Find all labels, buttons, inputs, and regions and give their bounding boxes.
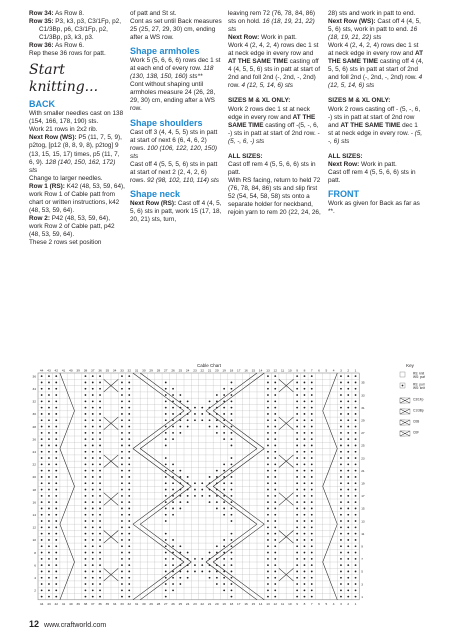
svg-text:18: 18 [32,487,36,492]
svg-text:26: 26 [171,368,175,373]
svg-text:6: 6 [318,368,320,373]
back-next-row: Next Row (WS): P5 (11, 7, 5, 9), p2tog, [p12 (8, 8, 9, 8), p2tog] 9 (13, 15, 15, 17) times, p5 (11, 7, 6, 9). 128 (140, 150, 162, 172) sts [29,134,122,174]
svg-text:15: 15 [361,506,365,511]
svg-text:23: 23 [193,601,197,606]
svg-text:25: 25 [361,443,365,448]
svg-text:33: 33 [361,393,365,398]
svg-text:15: 15 [251,601,256,606]
svg-text:15: 15 [251,368,256,373]
svg-text:1: 1 [361,594,363,599]
svg-text:27: 27 [164,368,168,373]
page-footer [29,620,106,630]
svg-text:2: 2 [347,368,350,373]
svg-text:32: 32 [127,601,131,606]
svg-text:22: 22 [32,462,36,467]
key-label: C6F [413,430,420,435]
col3-cast-off: Cast off rem 4 (5, 5, 6, 6) sts in patt. [228,160,316,176]
svg-text:20: 20 [215,368,219,373]
svg-text:20: 20 [215,601,219,606]
svg-text:23: 23 [193,368,197,373]
svg-text:18: 18 [229,601,234,606]
svg-text:32: 32 [32,399,36,404]
svg-text:28: 28 [32,424,36,429]
chart-grid [33,369,365,606]
svg-text:17: 17 [237,368,241,373]
svg-text:36: 36 [32,374,36,379]
svg-text:39: 39 [76,601,80,606]
svg-text:13: 13 [266,601,270,606]
col4-sizes-text: Work 2 rows casting off - (5, -, 6, -) sts in patt at start of 2nd row and AT THE SAME TIME dec 1 st at neck edge in every row. - (5, -, 6) sts [328,105,423,145]
svg-text:41: 41 [61,368,66,373]
svg-text:10: 10 [32,538,36,543]
svg-text:28: 28 [156,601,161,606]
svg-text:4: 4 [332,368,335,373]
svg-text:38: 38 [83,368,88,373]
svg-text:4: 4 [332,601,335,606]
svg-text:33: 33 [120,368,124,373]
svg-text:9: 9 [296,601,299,606]
svg-text:42: 42 [54,601,58,606]
svg-text:7: 7 [361,557,363,562]
svg-text:26: 26 [171,601,175,606]
svg-text:22: 22 [200,601,204,606]
svg-text:12: 12 [273,601,277,606]
sizes-m-xl-heading: SIZES M & XL ONLY: [228,97,291,105]
svg-text:17: 17 [237,601,241,606]
col3-dec-rows: Work 4 (2, 4, 2, 4) rows dec 1 st at neck edge in every row and AT THE SAME TIME casting off 4 (4, 5, 5, 6) sts in patt at start of 2nd and foll 2nd (-, 2nd, -, 2nd) row. 4 (12, 5, 14, 6) sts [228,42,320,90]
svg-text:9: 9 [361,544,363,549]
key-label: RS: purl [413,382,425,387]
svg-text:40: 40 [69,368,73,373]
svg-text:30: 30 [142,368,146,373]
repeat-note: Rep these 36 rows for patt. [29,50,106,58]
svg-text:10: 10 [288,368,292,373]
key-label-ws: WS: knit [413,386,425,390]
svg-text:3: 3 [340,368,342,373]
svg-text:26: 26 [32,437,36,442]
svg-text:8: 8 [303,601,306,606]
svg-text:7: 7 [310,601,313,606]
svg-text:6: 6 [318,601,320,606]
patt-st-st: of patt and St st. [130,10,177,17]
col4-next-row: Next Row (WS): Cast off 4 (4, 5, 5, 6) sts, work in patt to end. 16 (18, 19, 21, 22) sts [328,18,421,42]
svg-text:29: 29 [361,418,365,423]
svg-text:34: 34 [112,368,117,373]
row-34: Row 34: As Row 8. [29,10,85,17]
key-title: Key [406,363,414,368]
row-2: Row 2: P42 (48, 53, 59, 64), work Row 2 of Cable patt, p42 (48, 53, 59, 64). [29,214,115,238]
start-knitting-heading: Start knitting... [29,62,99,96]
col3-next-row: Next Row: Work in patt. [228,34,297,42]
svg-text:44: 44 [39,368,44,373]
svg-text:43: 43 [47,368,51,373]
svg-text:14: 14 [258,368,263,373]
svg-text:2: 2 [347,601,350,606]
neck-next-row: Next Row (RS): Cast off 4 (4, 5, 5, 6) sts in patt, work 15 (17, 18, 20, 21) sts, turn, [130,199,222,223]
svg-text:3: 3 [361,582,363,587]
all-sizes-heading: ALL SIZES: [228,152,263,160]
svg-text:24: 24 [185,601,190,606]
svg-text:13: 13 [266,368,270,373]
svg-text:36: 36 [98,368,102,373]
svg-text:36: 36 [98,601,102,606]
back-heading: BACK [29,99,55,110]
svg-text:27: 27 [361,431,365,436]
svg-text:31: 31 [134,368,139,373]
col4-cast-off: Cast off rem 4 (5, 5, 6, 6) sts in patt. [328,168,416,184]
svg-text:42: 42 [54,368,58,373]
svg-text:35: 35 [105,601,110,606]
svg-text:41: 41 [61,601,66,606]
svg-text:13: 13 [361,519,365,524]
svg-text:30: 30 [32,412,36,417]
svg-text:29: 29 [149,601,153,606]
svg-text:14: 14 [258,601,263,606]
col4-all-sizes-heading: ALL SIZES: [328,152,363,160]
svg-text:10: 10 [288,601,292,606]
col4-sizes-heading: SIZES M & XL ONLY: [328,97,391,105]
svg-text:19: 19 [361,481,365,486]
svg-text:12: 12 [32,525,36,530]
svg-text:32: 32 [127,368,131,373]
svg-text:30: 30 [142,601,146,606]
held-sts: leaving rem 72 (76, 78, 84, 86) sts on hold. 16 (18, 19, 21, 22) sts [228,10,316,34]
svg-text:11: 11 [280,368,285,373]
svg-text:3: 3 [340,601,342,606]
svg-text:39: 39 [76,368,80,373]
svg-text:25: 25 [178,601,183,606]
row-36: Row 36: As Row 6. [29,42,85,50]
svg-text:34: 34 [112,601,117,606]
svg-text:23: 23 [361,456,365,461]
col4-work-to-end: 28) sts and work in patt to end. [328,10,416,17]
svg-text:8: 8 [303,368,306,373]
key-label: RS: knit [413,371,425,376]
svg-text:5: 5 [325,368,328,373]
svg-text:11: 11 [280,601,285,606]
col3-sizes-text: Work 2 rows dec 1 st at neck edge in every row and AT THE SAME TIME casting off -(5, -, 6, -) sts in patt at start of 2nd row. - (5, -, 6, -) sts [228,105,320,145]
svg-text:44: 44 [39,601,44,606]
shape-shoulders-heading: Shape shoulders [130,117,203,128]
armholes-text: Work 5 (5, 6, 6, 6) rows dec 1 st at each end of every row. 118 (130, 138, 150, 160) sts** [130,57,221,81]
shape-armholes-heading: Shape armholes [130,46,200,57]
col4-next-row-2: Next Row: Work in patt. [328,160,397,168]
svg-text:18: 18 [229,368,234,373]
svg-text:29: 29 [149,368,153,373]
key-label: C1/3Bp [413,408,424,413]
column-4 [328,10,424,216]
svg-text:37: 37 [91,601,95,606]
column-3 [228,10,322,217]
back-rib: Work 21 rows in 2x2 rib. [29,126,98,134]
svg-text:25: 25 [178,368,183,373]
svg-text:12: 12 [273,368,277,373]
svg-text:19: 19 [222,601,226,606]
svg-text:38: 38 [83,601,88,606]
svg-text:11: 11 [361,531,365,536]
armholes-cont: Cont without shaping until armholes measure 24 (26, 28, 29, 30) cm, ending after a WS row. [130,81,216,113]
svg-text:8: 8 [34,550,36,555]
svg-text:16: 16 [32,500,36,505]
svg-text:7: 7 [310,368,313,373]
cont-as-set: Cont as set until Back measures 25 (25, 27, 29, 30) cm, ending after a WS row. [130,18,222,42]
svg-text:37: 37 [91,368,95,373]
svg-text:19: 19 [222,368,226,373]
svg-text:24: 24 [185,368,190,373]
svg-text:2: 2 [34,588,36,593]
svg-text:9: 9 [296,368,299,373]
svg-text:20: 20 [32,475,36,480]
col4-dec-rows: Work 4 (2, 4, 2, 4) rows dec 1 st at neck edge in every row and AT THE SAME TIME casting off 4 (4, 5, 5, 6) sts in patt at start of 2nd and foll 2nd (-, 2nd, -, 2nd) row. 4 (12, 5, 14, 6) sts [328,42,424,90]
cable-chart [29,360,427,612]
row-35: Row 35: P3, k3, p3, C3/1Fp, p2, C1/3Bp, p6, C3/1Fp, p2, C1/3Bp, p3, k3, p3. [29,18,122,42]
front-heading: FRONT [328,188,359,199]
svg-text:35: 35 [105,368,110,373]
key-label-ws: WS: purl [413,375,426,379]
svg-text:14: 14 [32,512,36,517]
svg-text:28: 28 [156,368,161,373]
svg-text:6: 6 [34,563,36,568]
svg-text:16: 16 [244,368,248,373]
svg-text:21: 21 [361,468,365,473]
shape-neck-heading: Shape neck [130,188,181,199]
key-label: C6B [413,419,420,424]
svg-text:31: 31 [361,405,365,410]
svg-text:22: 22 [200,368,204,373]
svg-text:16: 16 [244,601,248,606]
svg-text:24: 24 [32,449,36,454]
change-needles: Change to larger needles. [29,174,103,182]
page-number: 12 [29,619,40,629]
shoulders-2: Cast off 4 (5, 5, 5, 6) sts in patt at start of next 2 (2, 4, 2, 6) rows. 92 (98, 102, 110, 114) sts [130,160,219,184]
rows-set: These 2 rows set position [29,239,102,247]
svg-text:17: 17 [361,494,365,499]
shoulders-1: Cast off 3 (4, 4, 5, 5) sts in patt at start of next 6 (6, 4, 6, 2) rows. 100 (106, 122, 120, 150) sts [130,128,218,160]
col3-return: With RS facing, return to held 72 (76, 78, 84, 86) sts and slip first 52 (54, 54, 58, 58) sts onto a separate holder for neckband, rejoin yarn to rem 20 (22, 24, 26, [228,176,321,217]
column-1 [29,10,125,247]
svg-text:5: 5 [325,601,328,606]
svg-text:35: 35 [361,380,365,385]
svg-text:27: 27 [164,601,168,606]
svg-text:33: 33 [120,601,124,606]
svg-text:5: 5 [361,569,363,574]
cable-chart-title: Cable Chart [196,363,222,368]
chart-key [400,371,426,436]
svg-text:40: 40 [69,601,73,606]
site-url: www.craftworld.com [44,622,107,629]
svg-text:1: 1 [354,601,357,606]
svg-text:21: 21 [207,601,212,606]
svg-text:34: 34 [32,386,36,391]
svg-text:43: 43 [47,601,51,606]
key-label: C3/1Fp [413,397,424,402]
front-text: Work as given for Back as far as **. [328,199,420,215]
svg-text:4: 4 [34,575,36,580]
svg-text:21: 21 [207,368,212,373]
svg-text:31: 31 [134,601,139,606]
row-1: Row 1 (RS): K42 (48, 53, 59, 64), work Row 1 of Cable patt from chart or written instructions, k42 (48, 53, 59, 64). [29,182,125,214]
column-2 [130,10,222,224]
back-cast-on: With smaller needles cast on 138 (154, 166, 178, 190) sts. [29,110,124,126]
svg-text:1: 1 [354,368,357,373]
